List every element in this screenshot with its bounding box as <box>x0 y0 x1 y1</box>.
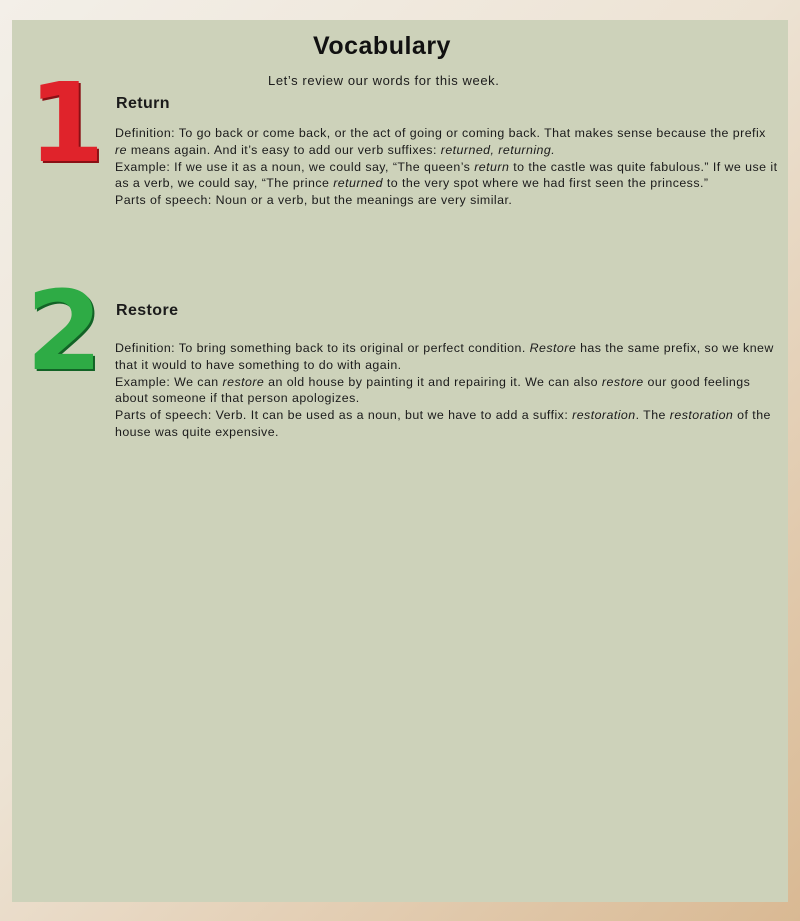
content-panel <box>12 20 788 902</box>
word-heading-return: Return <box>116 95 170 112</box>
page-title: Vocabulary <box>313 32 451 60</box>
example-paragraph: Example: We can restore an old house by painting it and repairing it. We can also restore our good feelings about someone if that person apologizes. <box>115 374 751 406</box>
numeral-two: 2 <box>26 267 103 395</box>
entry-restore-body <box>115 340 780 441</box>
definition-paragraph: Definition: To bring something back to its original or perfect condition. Restore has the same prefix, so we knew that it would to have something to do with again. <box>115 341 774 372</box>
example-paragraph: Example: If we use it as a noun, we could say, “The queen’s return to the castle was quite fabulous.” If we use it as a verb, we could say, “The prince returned to the very spot where we had first seen the princess.” <box>115 159 778 191</box>
numeral-one: 1 <box>28 59 105 187</box>
definition-paragraph: Definition: To go back or come back, or the act of going or coming back. That makes sense because the prefix re means again. And it’s easy to add our verb suffixes: returned, returning. <box>115 126 766 157</box>
parts-of-speech-paragraph: Parts of speech: Verb. It can be used as a noun, but we have to add a suffix: restoration. The restoration of the house was quite expensive. <box>115 408 771 439</box>
word-heading-restore: Restore <box>116 302 179 319</box>
entry-return-body <box>115 125 780 209</box>
page-subtitle: Let’s review our words for this week. <box>268 73 500 88</box>
parts-of-speech-paragraph: Parts of speech: Noun or a verb, but the meanings are very similar. <box>115 193 513 208</box>
